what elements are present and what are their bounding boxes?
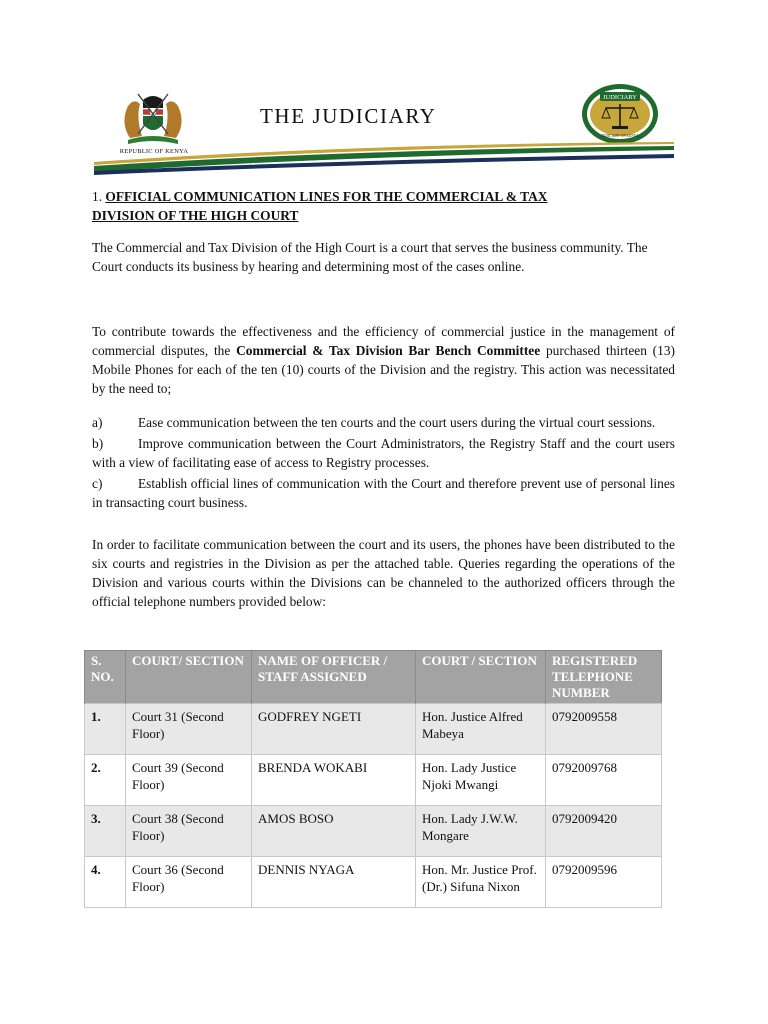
cell-court: Court 36 (Second Floor) bbox=[126, 857, 252, 908]
list-text: Improve communication between the Court Administrators, the Registry Staff and the court users with a view of facilitating ease of access to Registry processes. bbox=[92, 436, 675, 470]
cell-sno: 4. bbox=[85, 857, 126, 908]
cell-section: Hon. Lady J.W.W. Mongare bbox=[416, 806, 546, 857]
header-swoosh-decoration bbox=[88, 138, 678, 178]
cell-section: Hon. Justice Alfred Mabeya bbox=[416, 704, 546, 755]
seal-bottom-text: JUDICIARY OF KENYA bbox=[601, 134, 639, 138]
col-header-sno: S. NO. bbox=[85, 651, 126, 704]
list-marker: c) bbox=[92, 476, 103, 491]
table-row bbox=[85, 704, 662, 755]
list-text: Ease communication between the ten courts and the court users during the virtual court sessions. bbox=[138, 415, 656, 430]
cell-court: Court 38 (Second Floor) bbox=[126, 806, 252, 857]
cell-section: Hon. Mr. Justice Prof. (Dr.) Sifuna Nixon bbox=[416, 857, 546, 908]
table-row bbox=[85, 755, 662, 806]
list-item bbox=[92, 413, 675, 432]
table-row bbox=[85, 857, 662, 908]
list-marker: b) bbox=[92, 436, 104, 451]
table-header-row bbox=[85, 651, 662, 704]
col-header-court: COURT/ SECTION bbox=[126, 651, 252, 704]
section-heading bbox=[92, 187, 675, 225]
letterhead bbox=[88, 82, 678, 178]
section-number: 1. bbox=[92, 189, 103, 204]
cell-section: Hon. Lady Justice Njoki Mwangi bbox=[416, 755, 546, 806]
cell-phone: 0792009596 bbox=[546, 857, 662, 908]
col-header-officer: NAME OF OFFICER / STAFF ASSIGNED bbox=[252, 651, 416, 704]
cell-phone: 0792009420 bbox=[546, 806, 662, 857]
officers-table bbox=[84, 650, 662, 908]
intro-paragraph: The Commercial and Tax Division of the High Court is a court that serves the business community. The Court conducts its business by hearing and determining most of the cases online. bbox=[92, 240, 648, 274]
purpose-text-start: To contribute towards the effectiveness and the efficiency of commercial justice in the management of commercial disputes, the bbox=[92, 324, 675, 358]
purpose-paragraph bbox=[92, 322, 675, 398]
col-header-phone: REGISTERED TELEPHONE NUMBER bbox=[546, 651, 662, 704]
section-heading-line1: OFFICIAL COMMUNICATION LINES FOR THE COMMERCIAL & TAX bbox=[105, 189, 548, 204]
section-heading-line2: DIVISION OF THE HIGH COURT bbox=[92, 208, 299, 223]
cell-court: Court 39 (Second Floor) bbox=[126, 755, 252, 806]
cell-officer: DENNIS NYAGA bbox=[252, 857, 416, 908]
cell-officer: GODFREY NGETI bbox=[252, 704, 416, 755]
cell-sno: 1. bbox=[85, 704, 126, 755]
purpose-text-end: purchased thirteen (13) Mobile Phones for each of the ten (10) courts of the Division and the registry. This action was necessitated by the need to; bbox=[92, 343, 675, 396]
cell-phone: 0792009558 bbox=[546, 704, 662, 755]
seal-top-text: JUDICIARY bbox=[603, 94, 637, 101]
cell-officer: AMOS BOSO bbox=[252, 806, 416, 857]
list-text: Establish official lines of communication with the Court and therefore prevent use of personal lines in transacting court business. bbox=[92, 476, 675, 510]
kenya-logo-caption: REPUBLIC OF KENYA bbox=[119, 148, 189, 155]
objectives-list bbox=[92, 413, 675, 514]
cell-sno: 2. bbox=[85, 755, 126, 806]
table-row bbox=[85, 806, 662, 857]
committee-name: Commercial & Tax Division Bar Bench Committee bbox=[236, 343, 541, 358]
distribution-paragraph: In order to facilitate communication between the court and its users, the phones have been distributed to the six courts and registries in the Division as per the attached table. Queries regarding the operations of the Division and various courts within the Divisions can be channeled to the authorized officers through the official telephone numbers provided below: bbox=[92, 537, 675, 609]
list-item bbox=[92, 434, 675, 472]
list-marker: a) bbox=[92, 415, 103, 430]
list-item bbox=[92, 474, 675, 512]
cell-officer: BRENDA WOKABI bbox=[252, 755, 416, 806]
cell-court: Court 31 (Second Floor) bbox=[126, 704, 252, 755]
page-title: THE JUDICIARY bbox=[260, 104, 437, 128]
col-header-section: COURT / SECTION bbox=[416, 651, 546, 704]
cell-sno: 3. bbox=[85, 806, 126, 857]
cell-phone: 0792009768 bbox=[546, 755, 662, 806]
